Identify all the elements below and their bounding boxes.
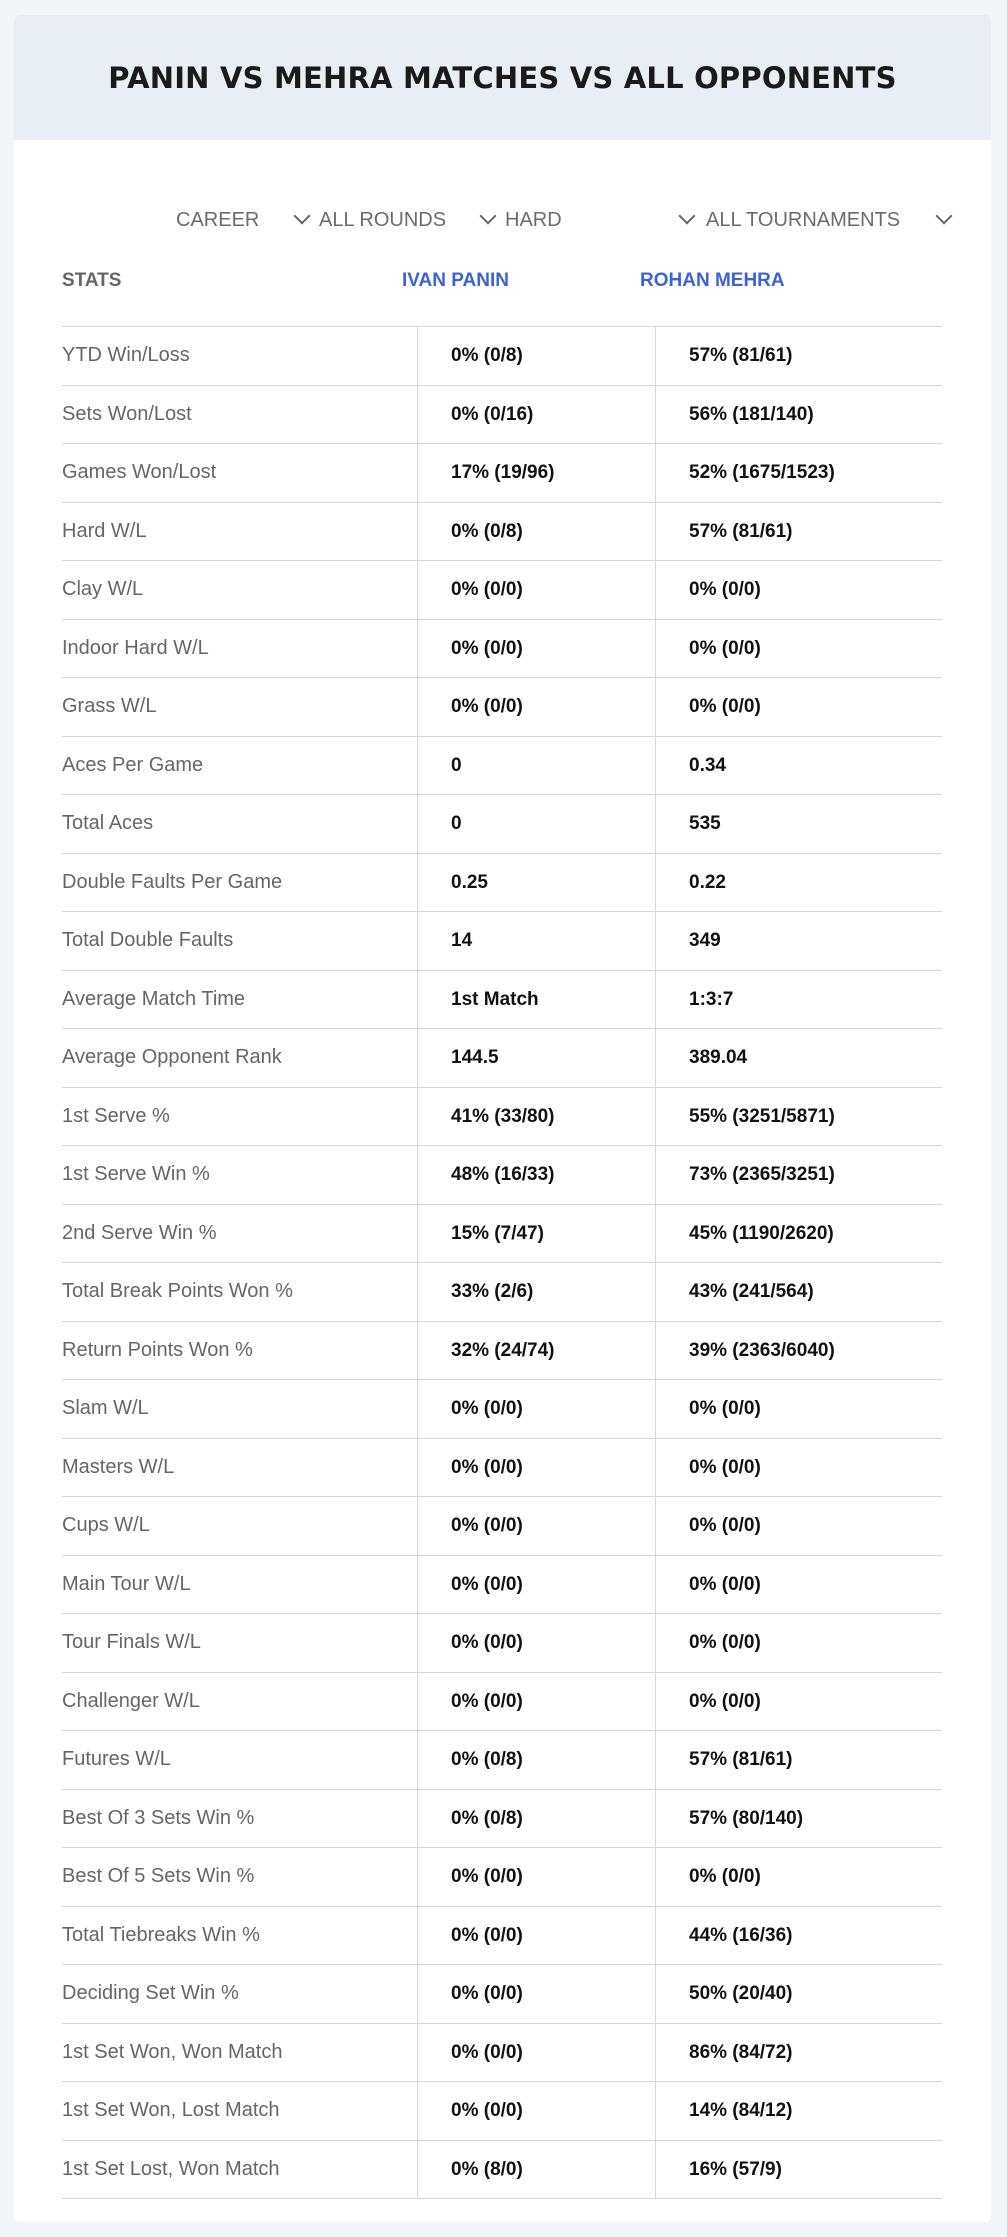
column-divider bbox=[655, 1790, 656, 1848]
column-divider bbox=[655, 444, 656, 502]
player1-stat-value: 14 bbox=[451, 930, 473, 951]
player1-stat-value: 0% (0/0) bbox=[451, 1983, 523, 2004]
player2-stat-value: 86% (84/72) bbox=[689, 2041, 793, 2063]
table-row bbox=[62, 327, 942, 386]
player1-stat-value: 1st Match bbox=[451, 988, 539, 1010]
player1-stat-value: 0% (0/0) bbox=[451, 2041, 523, 2063]
stat-label: Grass W/L bbox=[62, 695, 157, 717]
column-divider bbox=[655, 1673, 656, 1731]
surface-select[interactable] bbox=[505, 190, 695, 250]
player2-stat-value: 0% (0/0) bbox=[689, 1398, 761, 1419]
player2-stat-value: 73% (2365/3251) bbox=[689, 1164, 835, 1185]
player1-stat-value: 17% (19/96) bbox=[451, 462, 555, 483]
player1-stat-value: 0% (0/0) bbox=[451, 1456, 523, 1478]
table-row bbox=[62, 1029, 942, 1088]
column-divider bbox=[655, 1907, 656, 1965]
player1-stat-value: 0% (8/0) bbox=[451, 2158, 523, 2180]
column-divider bbox=[655, 1731, 656, 1789]
stat-label: Games Won/Lost bbox=[62, 461, 217, 483]
column-divider bbox=[655, 795, 656, 853]
player2-stat-value: 0% (0/0) bbox=[689, 1690, 761, 1712]
player1-stat-value: 0% (0/16) bbox=[451, 403, 534, 425]
player1-stat-value: 144.5 bbox=[451, 1047, 499, 1068]
rounds-select[interactable] bbox=[319, 190, 497, 250]
table-row bbox=[62, 2024, 942, 2083]
player1-stat-value: 0% (0/8) bbox=[451, 520, 523, 542]
player2-stat-value: 0% (0/0) bbox=[689, 1573, 761, 1595]
column-divider bbox=[417, 327, 418, 385]
table-header bbox=[62, 255, 942, 327]
column-divider bbox=[417, 2082, 418, 2140]
player2-stat-value: 0% (0/0) bbox=[689, 1515, 761, 1536]
player2-stat-value: 56% (181/140) bbox=[689, 403, 814, 425]
player2-stat-value: 44% (16/36) bbox=[689, 1924, 793, 1946]
table-row bbox=[62, 444, 942, 503]
stat-label: Average Match Time bbox=[62, 987, 246, 1010]
column-divider bbox=[417, 1848, 418, 1906]
table-row bbox=[62, 1263, 942, 1322]
player2-stat-value: 57% (81/61) bbox=[689, 520, 793, 542]
column-divider bbox=[655, 1556, 656, 1614]
column-divider bbox=[655, 1088, 656, 1146]
table-row bbox=[62, 503, 942, 562]
table-row bbox=[62, 795, 942, 854]
player2-stat-value: 0% (0/0) bbox=[689, 1632, 761, 1653]
player1-stat-value: 0% (0/0) bbox=[451, 1690, 523, 1712]
stat-label: Total Double Faults bbox=[62, 929, 234, 951]
table-row bbox=[62, 1965, 942, 2024]
table-row bbox=[62, 1088, 942, 1147]
table-row bbox=[62, 1439, 942, 1498]
player1-stat-value: 0% (0/0) bbox=[451, 1924, 523, 1946]
player1-stat-value: 0% (0/0) bbox=[451, 2100, 523, 2121]
player1-stat-value: 0.25 bbox=[451, 871, 488, 893]
table-row bbox=[62, 912, 942, 971]
column-divider bbox=[417, 678, 418, 736]
table-row bbox=[62, 1497, 942, 1556]
player1-stat-value: 0 bbox=[451, 813, 462, 834]
stat-label: Sets Won/Lost bbox=[62, 402, 192, 425]
table-body bbox=[62, 327, 942, 2199]
column-divider bbox=[655, 1380, 656, 1438]
player1-stat-value: 0% (0/0) bbox=[451, 1866, 523, 1887]
column-divider bbox=[655, 912, 656, 970]
player2-stat-value: 1:3:7 bbox=[689, 988, 734, 1010]
stat-label: Futures W/L bbox=[62, 1748, 171, 1770]
column-divider bbox=[655, 503, 656, 561]
table-row bbox=[62, 386, 942, 445]
stat-label: Tour Finals W/L bbox=[62, 1631, 201, 1653]
player1-stat-value: 0% (0/8) bbox=[451, 345, 523, 366]
table-row bbox=[62, 1556, 942, 1615]
column-divider bbox=[417, 620, 418, 678]
column-divider bbox=[655, 620, 656, 678]
player1-stat-value: 32% (24/74) bbox=[451, 1339, 555, 1361]
table-row bbox=[62, 1380, 942, 1439]
table-row bbox=[62, 1146, 942, 1205]
player2-stat-value: 52% (1675/1523) bbox=[689, 462, 835, 483]
chevron-down-icon bbox=[936, 208, 953, 225]
column-divider bbox=[417, 971, 418, 1029]
stat-label: Clay W/L bbox=[62, 578, 144, 600]
player1-column-header[interactable]: IVAN PANIN bbox=[402, 270, 509, 291]
table-row bbox=[62, 1205, 942, 1264]
table-row bbox=[62, 737, 942, 796]
period-select-value: CAREER bbox=[176, 208, 260, 231]
player1-stat-value: 0% (0/0) bbox=[451, 1632, 523, 1653]
column-divider bbox=[655, 2141, 656, 2199]
player2-stat-value: 0% (0/0) bbox=[689, 696, 761, 717]
filter-bar bbox=[14, 190, 991, 250]
column-divider bbox=[417, 1380, 418, 1438]
table-row bbox=[62, 1907, 942, 1966]
column-divider bbox=[655, 678, 656, 736]
column-divider bbox=[655, 2024, 656, 2082]
column-divider bbox=[417, 912, 418, 970]
stats-column-header: STATS bbox=[62, 270, 122, 291]
table-row bbox=[62, 854, 942, 913]
player2-stat-value: 389.04 bbox=[689, 1047, 748, 1068]
stat-label: Average Opponent Rank bbox=[62, 1046, 282, 1068]
player1-stat-value: 0% (0/0) bbox=[451, 1573, 523, 1595]
player2-stat-value: 14% (84/12) bbox=[689, 2100, 793, 2121]
column-divider bbox=[417, 1614, 418, 1672]
column-divider bbox=[655, 1497, 656, 1555]
stat-label: Best Of 5 Sets Win % bbox=[62, 1865, 255, 1887]
stat-label: Slam W/L bbox=[62, 1397, 149, 1419]
player1-stat-value: 0% (0/0) bbox=[451, 696, 523, 717]
card-header bbox=[14, 15, 991, 140]
stat-label: Aces Per Game bbox=[62, 753, 204, 776]
table-row bbox=[62, 971, 942, 1030]
player2-stat-value: 535 bbox=[689, 813, 721, 834]
column-divider bbox=[417, 795, 418, 853]
column-divider bbox=[655, 854, 656, 912]
stat-label: Double Faults Per Game bbox=[62, 870, 283, 893]
player1-stat-value: 0% (0/8) bbox=[451, 1807, 523, 1829]
column-divider bbox=[655, 2082, 656, 2140]
stat-label: 1st Set Won, Won Match bbox=[62, 2040, 283, 2063]
table-row bbox=[62, 678, 942, 737]
player2-stat-value: 0.22 bbox=[689, 871, 726, 893]
column-divider bbox=[655, 1965, 656, 2023]
player2-stat-value: 0% (0/0) bbox=[689, 1456, 761, 1478]
table-row bbox=[62, 2082, 942, 2141]
stat-label: Masters W/L bbox=[62, 1455, 175, 1478]
player2-stat-value: 55% (3251/5871) bbox=[689, 1105, 835, 1127]
player2-stat-value: 349 bbox=[689, 930, 721, 951]
period-select[interactable] bbox=[176, 190, 311, 250]
table-row bbox=[62, 1673, 942, 1732]
column-divider bbox=[417, 1907, 418, 1965]
player2-stat-value: 45% (1190/2620) bbox=[689, 1222, 834, 1244]
column-divider bbox=[417, 1263, 418, 1321]
player1-stat-value: 0% (0/0) bbox=[451, 579, 523, 600]
column-divider bbox=[655, 1614, 656, 1672]
stat-label: 1st Set Lost, Won Match bbox=[62, 2157, 280, 2180]
player2-stat-value: 0.34 bbox=[689, 754, 726, 776]
column-divider bbox=[655, 1848, 656, 1906]
player2-stat-value: 16% (57/9) bbox=[689, 2158, 782, 2180]
table-row bbox=[62, 1790, 942, 1849]
column-divider bbox=[417, 1029, 418, 1087]
table-row bbox=[62, 1731, 942, 1790]
stat-label: Challenger W/L bbox=[62, 1689, 200, 1712]
page-title: PANIN VS MEHRA MATCHES VS ALL OPPONENTS bbox=[108, 60, 897, 95]
column-divider bbox=[417, 1497, 418, 1555]
column-divider bbox=[655, 386, 656, 444]
player1-stat-value: 0% (0/0) bbox=[451, 1515, 523, 1536]
stat-label: Best Of 3 Sets Win % bbox=[62, 1806, 255, 1829]
player1-stat-value: 0% (0/0) bbox=[451, 637, 523, 659]
player2-stat-value: 0% (0/0) bbox=[689, 579, 761, 600]
player2-stat-value: 57% (81/61) bbox=[689, 345, 793, 366]
column-divider bbox=[655, 971, 656, 1029]
column-divider bbox=[655, 1439, 656, 1497]
column-divider bbox=[417, 737, 418, 795]
stat-label: 1st Serve % bbox=[62, 1104, 170, 1127]
table-row bbox=[62, 1322, 942, 1381]
column-divider bbox=[417, 1088, 418, 1146]
stat-label: Total Break Points Won % bbox=[62, 1280, 293, 1302]
column-divider bbox=[655, 1322, 656, 1380]
player2-stat-value: 0% (0/0) bbox=[689, 1866, 761, 1887]
stat-label: Main Tour W/L bbox=[62, 1572, 191, 1595]
column-divider bbox=[655, 327, 656, 385]
rounds-select-value: ALL ROUNDS bbox=[319, 208, 447, 231]
column-divider bbox=[655, 1029, 656, 1087]
table-row bbox=[62, 1614, 942, 1673]
player1-stat-value: 33% (2/6) bbox=[451, 1281, 534, 1302]
stat-label: 2nd Serve Win % bbox=[62, 1221, 217, 1244]
player1-stat-value: 0 bbox=[451, 754, 462, 776]
player1-stat-value: 0% (0/8) bbox=[451, 1749, 523, 1770]
column-divider bbox=[417, 1731, 418, 1789]
column-divider bbox=[417, 2024, 418, 2082]
player2-stat-value: 50% (20/40) bbox=[689, 1983, 793, 2004]
table-row bbox=[62, 620, 942, 679]
player2-stat-value: 57% (80/140) bbox=[689, 1807, 804, 1829]
column-divider bbox=[417, 503, 418, 561]
stat-label: 1st Set Won, Lost Match bbox=[62, 2099, 280, 2121]
player2-stat-value: 39% (2363/6040) bbox=[689, 1339, 835, 1361]
table-row bbox=[62, 1848, 942, 1907]
column-divider bbox=[417, 1205, 418, 1263]
chevron-down-icon bbox=[294, 208, 311, 225]
stats-table bbox=[62, 255, 942, 2199]
player2-stat-value: 43% (241/564) bbox=[689, 1281, 814, 1302]
player1-stat-value: 0% (0/0) bbox=[451, 1398, 523, 1419]
surface-select-value: HARD bbox=[505, 208, 562, 231]
player1-stat-value: 15% (7/47) bbox=[451, 1222, 544, 1244]
stat-label: Total Tiebreaks Win % bbox=[62, 1923, 260, 1946]
player2-column-header[interactable]: ROHAN MEHRA bbox=[640, 270, 785, 291]
tournaments-select-value: ALL TOURNAMENTS bbox=[706, 208, 901, 231]
column-divider bbox=[417, 854, 418, 912]
stat-label: Indoor Hard W/L bbox=[62, 636, 209, 659]
column-divider bbox=[417, 1439, 418, 1497]
column-divider bbox=[417, 1673, 418, 1731]
column-divider bbox=[417, 1965, 418, 2023]
column-divider bbox=[655, 1146, 656, 1204]
column-divider bbox=[655, 1263, 656, 1321]
table-row bbox=[62, 2141, 942, 2200]
column-divider bbox=[655, 561, 656, 619]
stat-label: Return Points Won % bbox=[62, 1338, 253, 1361]
column-divider bbox=[417, 1322, 418, 1380]
table-row bbox=[62, 561, 942, 620]
column-divider bbox=[655, 737, 656, 795]
stat-label: Deciding Set Win % bbox=[62, 1982, 239, 2004]
column-divider bbox=[417, 2141, 418, 2199]
player2-stat-value: 57% (81/61) bbox=[689, 1749, 793, 1770]
column-divider bbox=[417, 561, 418, 619]
column-divider bbox=[417, 386, 418, 444]
column-divider bbox=[655, 1205, 656, 1263]
player2-stat-value: 0% (0/0) bbox=[689, 637, 761, 659]
stat-label: YTD Win/Loss bbox=[62, 344, 190, 366]
player1-stat-value: 41% (33/80) bbox=[451, 1105, 555, 1127]
stat-label: Hard W/L bbox=[62, 519, 147, 542]
player1-stat-value: 48% (16/33) bbox=[451, 1164, 555, 1185]
stat-label: 1st Serve Win % bbox=[62, 1163, 210, 1185]
chevron-down-icon bbox=[480, 208, 497, 225]
chevron-down-icon bbox=[679, 208, 696, 225]
column-divider bbox=[417, 1790, 418, 1848]
column-divider bbox=[417, 444, 418, 502]
stat-label: Cups W/L bbox=[62, 1514, 150, 1536]
stat-label: Total Aces bbox=[62, 812, 154, 834]
column-divider bbox=[417, 1146, 418, 1204]
column-divider bbox=[417, 1556, 418, 1614]
stats-card bbox=[14, 15, 991, 2222]
tournaments-select[interactable] bbox=[706, 190, 951, 250]
